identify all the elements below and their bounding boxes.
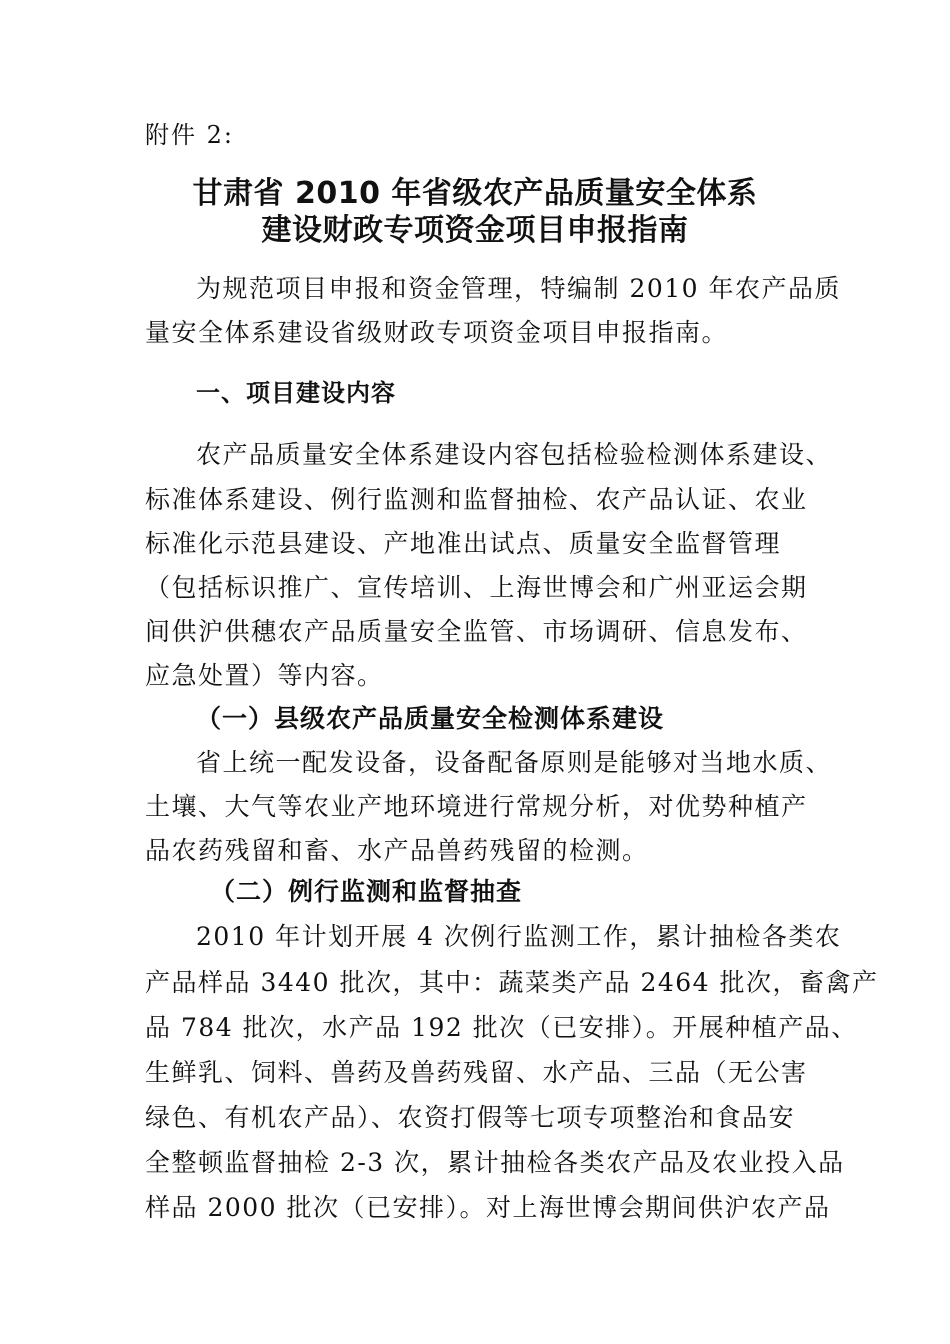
section-1-line-6: 应急处置）等内容。 xyxy=(145,661,384,690)
subsection-2-line-2: 产品样品 3440 批次，其中：蔬菜类产品 2464 批次，畜禽产 xyxy=(145,968,879,997)
subsection-1-line-3: 品农药残留和畜、水产品兽药残留的检测。 xyxy=(145,836,649,865)
subsection-2-line-3: 品 784 批次，水产品 192 批次（已安排）。开展种植产品、 xyxy=(145,1013,858,1042)
section-1-line-4: （包括标识推广、宣传培训、上海世博会和广州亚运会期 xyxy=(145,573,808,602)
section-1-line-2: 标准体系建设、例行监测和监督抽检、农产品认证、农业 xyxy=(145,485,808,514)
subsection-2-line-6: 全整顿监督抽检 2-3 次，累计抽检各类农产品及农业投入品 xyxy=(145,1148,845,1177)
subsection-2-line-5: 绿色、有机农产品）、农资打假等七项专项整治和食品安 xyxy=(145,1103,796,1132)
subsection-1-line-1: 省上统一配发设备，设备配备原则是能够对当地水质、 xyxy=(196,748,833,777)
subsection-1-heading: （一）县级农产品质量安全检测体系建设 xyxy=(196,704,665,733)
section-1-line-5: 间供沪供穗农产品质量安全监管、市场调研、信息发布、 xyxy=(145,617,808,646)
intro-line-2: 量安全体系建设省级财政专项资金项目申报指南。 xyxy=(145,318,729,347)
subsection-2-heading: （二）例行监测和监督抽查 xyxy=(210,877,523,906)
subsection-2-line-7: 样品 2000 批次（已安排）。对上海世博会期间供沪农产品 xyxy=(145,1193,831,1222)
subsection-2-line-1: 2010 年计划开展 4 次例行监测工作，累计抽检各类农 xyxy=(196,922,842,951)
document-title-line-1: 甘肃省 2010 年省级农产品质量安全体系 xyxy=(192,176,758,211)
attachment-label: 附件 2: xyxy=(145,121,234,149)
subsection-1-line-2: 土壤、大气等农业产地环境进行常规分析，对优势种植产 xyxy=(145,792,808,821)
section-1-heading: 一、项目建设内容 xyxy=(196,379,396,407)
section-1-line-3: 标准化示范县建设、产地准出试点、质量安全监督管理 xyxy=(145,529,782,558)
document-title-line-2: 建设财政专项资金项目申报指南 xyxy=(261,213,689,248)
intro-line-1: 为规范项目申报和资金管理，特编制 2010 年农产品质 xyxy=(196,274,842,303)
section-1-line-1: 农产品质量安全体系建设内容包括检验检测体系建设、 xyxy=(196,440,833,469)
subsection-2-line-4: 生鲜乳、饲料、兽药及兽药残留、水产品、三品（无公害 xyxy=(145,1058,808,1087)
